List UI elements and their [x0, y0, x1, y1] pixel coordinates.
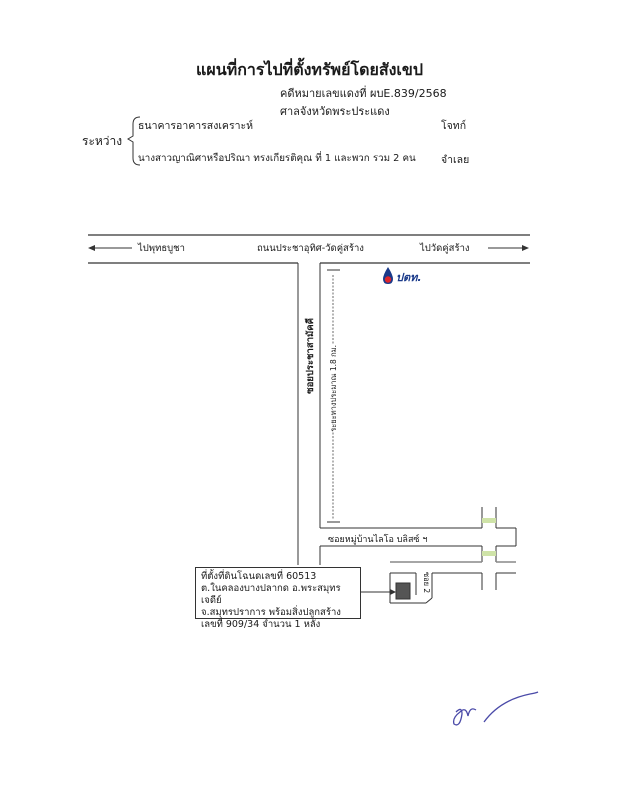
inner-soi-name: ซอย 2	[422, 572, 431, 594]
defendant-role: จำเลย	[441, 154, 470, 166]
plaintiff-role: โจทก์	[441, 120, 467, 132]
property-marker	[396, 583, 410, 599]
ptt-logo-icon	[383, 267, 393, 284]
right-arrow-head	[522, 245, 529, 251]
court-name: ศาลจังหวัดพระประแดง	[280, 105, 390, 118]
signature	[454, 692, 538, 725]
left-direction: ไปพุทธบูชา	[138, 243, 185, 254]
property-line-2: ต.ในคลองบางปลากด อ.พระสมุทรเจดีย์	[201, 583, 341, 606]
case-number: คดีหมายเลขแดงที่ ผบE.839/2568	[280, 87, 447, 100]
plaintiff-name: ธนาคารอาคารสงเคราะห์	[138, 120, 254, 132]
between-label: ระหว่าง	[82, 134, 123, 148]
green-marker-2	[482, 551, 496, 556]
distance-label: ระยะทางประมาณ 1.8 กม.	[329, 345, 338, 432]
property-line-4: เลขที่ 909/34 จำนวน 1 หลัง	[201, 619, 321, 630]
right-direction: ไปวัดคู่สร้าง	[420, 243, 470, 254]
defendant-name: นางสาวญาณิศาหรือปริณา ทรงเกียรติคุณ ที่ 1 และพวก รวม 2 คน	[138, 153, 416, 164]
page-title: แผนที่การไปที่ตั้งทรัพย์โดยสังเขป	[196, 60, 423, 79]
property-line-1: ที่ตั้งที่ดินโฉนดเลขที่ 60513	[201, 571, 317, 582]
green-marker-1	[482, 518, 496, 523]
left-arrow-head	[88, 245, 95, 251]
village-soi-name: ซอยหมู่บ้านไลโอ บลิสซ์ ฯ	[328, 535, 428, 545]
side-soi-name: ซอยประชาสามัคคี	[305, 318, 316, 394]
main-road-name: ถนนประชาอุทิศ-วัดคู่สร้าง	[257, 243, 364, 254]
property-line-3: จ.สมุทรปราการ พร้อมสิ่งปลูกสร้าง	[201, 607, 341, 618]
property-info-box	[195, 567, 361, 630]
ptt-landmark: ปตท.	[396, 271, 422, 284]
